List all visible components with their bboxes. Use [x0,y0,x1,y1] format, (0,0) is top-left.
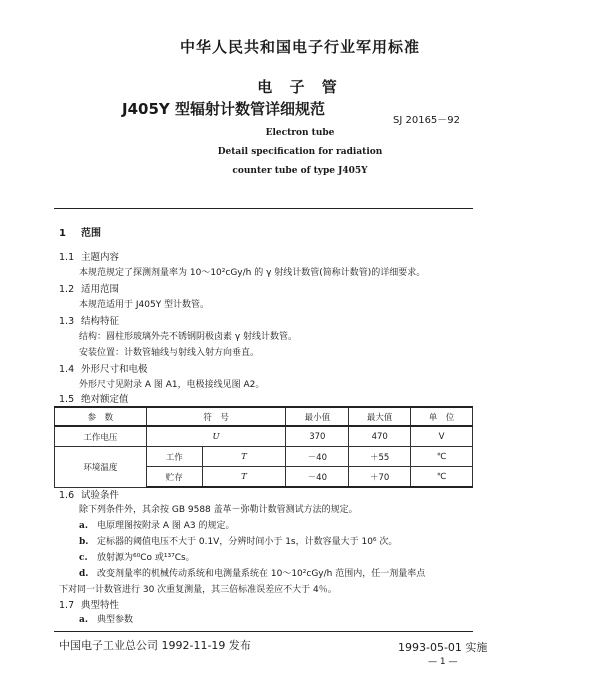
section-number: 1.4 [59,364,75,375]
list-text: 改变剂量率的机械传动系统和电测量系统在 10～10²cGy/h 范围内，任一剂量率点 [97,569,426,579]
section-number: 1.2 [59,284,75,295]
page-number: — 1 — [428,657,458,667]
cell-symbol: U [146,426,286,447]
english-title-3: counter tube of type J405Y [232,166,368,176]
absolute-ratings-table [54,406,473,488]
cell-max: 470 [349,426,411,447]
section-1-2-text: 本规范适用于 J405Y 型计数管。 [79,300,210,310]
section-1-4-text: 外形尺寸见附录 A 图 A1，电极接线见图 A2。 [79,380,265,390]
list-text: 定标器的阈值电压不大于 0.1V，分辨时间小于 1s，计数容量大于 10⁶ 次。 [97,537,398,547]
section-1-7-heading [59,597,119,611]
section-title: 主题内容 [81,252,120,263]
cell-symbol: T [202,447,286,467]
section-1-5-heading [59,391,129,405]
list-marker: d. [79,569,89,579]
cell-param: 工作电压 [55,426,147,447]
section-title: 外形尺寸和电极 [81,364,148,375]
list-marker: a. [79,615,88,625]
section-number: 1.5 [59,394,75,405]
cell-param: 环境温度 [55,447,147,488]
list-text: 典型参数 [97,615,134,625]
section-title: 典型特性 [81,600,120,611]
header-unit: 单 位 [411,407,473,426]
section-number: 1.7 [59,600,75,611]
section-title: 适用范围 [81,284,120,295]
section-number: 1 [59,228,66,239]
section-1-4-heading [59,361,148,375]
list-item [79,518,234,531]
standard-code: SJ 20165－92 [393,115,461,126]
cell-subparam: 工作 [146,447,202,467]
cell-min: －40 [286,467,349,488]
cell-min: 370 [286,426,349,447]
cell-max: ＋70 [349,467,411,488]
section-1-1-heading [59,249,119,263]
section-number: 1.6 [59,490,75,501]
list-marker: b. [79,537,89,547]
section-1-3-text-2: 安装位置：计数管轴线与射线入射方向垂直。 [79,348,260,358]
section-1-1-text: 本规范规定了探测剂量率为 10～10²cGy/h 的 γ 射线计数管(简称计数管)的详细要求。 [79,268,426,278]
cell-unit: V [411,426,473,447]
cell-symbol: T [202,467,286,488]
section-1-3-text-1: 结构：圆柱形玻璃外壳不锈钢阴极卤素 γ 射线计数管。 [79,332,298,342]
list-text: 放射源为⁶⁰Co 或¹³⁷Cs。 [97,553,195,563]
list-continuation: 下对同一计数管进行 30 次重复测量，其三倍标准误差应不大于 4％。 [59,585,337,595]
list-marker: a. [79,521,88,531]
cell-max: ＋55 [349,447,411,467]
list-item [79,612,133,625]
english-title-2: Detail specification for radiation [217,147,383,157]
table-header-row [55,407,473,426]
header-symbol: 符 号 [146,407,286,426]
issuer-date: 中国电子工业总公司 1992-11-19 发布 [59,639,251,652]
effective-date: 1993-05-01 实施 [398,641,488,654]
table-row [55,447,473,467]
section-1-heading [59,224,101,239]
section-1-2-heading [59,281,119,295]
cell-unit: ℃ [411,467,473,488]
section-1-3-heading [59,313,119,327]
list-marker: c. [79,553,88,563]
section-number: 1.1 [59,252,75,263]
section-number: 1.3 [59,316,75,327]
divider-top [54,208,473,209]
table-row [55,426,473,447]
english-title-1: Electron tube [265,128,335,138]
section-title: 绝对额定值 [81,394,129,405]
section-1-6-heading [59,487,119,501]
title-line-1: 电 子 管 [257,78,343,96]
section-1-6-text: 除下列条件外，其余按 GB 9588 盖革－弥勒计数管测试方法的规定。 [79,505,358,515]
section-title: 试验条件 [81,490,120,501]
header-min: 最小值 [286,407,349,426]
standard-header: 中华人民共和国电子行业军用标准 [179,38,420,56]
cell-subparam: 贮存 [146,467,202,488]
list-item [79,550,195,563]
cell-min: －40 [286,447,349,467]
header-max: 最大值 [349,407,411,426]
section-title: 范围 [81,228,101,239]
list-item [79,566,425,579]
section-title: 结构特征 [81,316,120,327]
cell-unit: ℃ [411,447,473,467]
title-line-2: J405Y 型辐射计数管详细规范 [122,100,325,118]
list-item [79,534,397,547]
list-text: 电原理图按附录 A 图 A3 的规定。 [97,521,235,531]
divider-bottom [54,631,473,632]
header-param: 参 数 [55,407,147,426]
